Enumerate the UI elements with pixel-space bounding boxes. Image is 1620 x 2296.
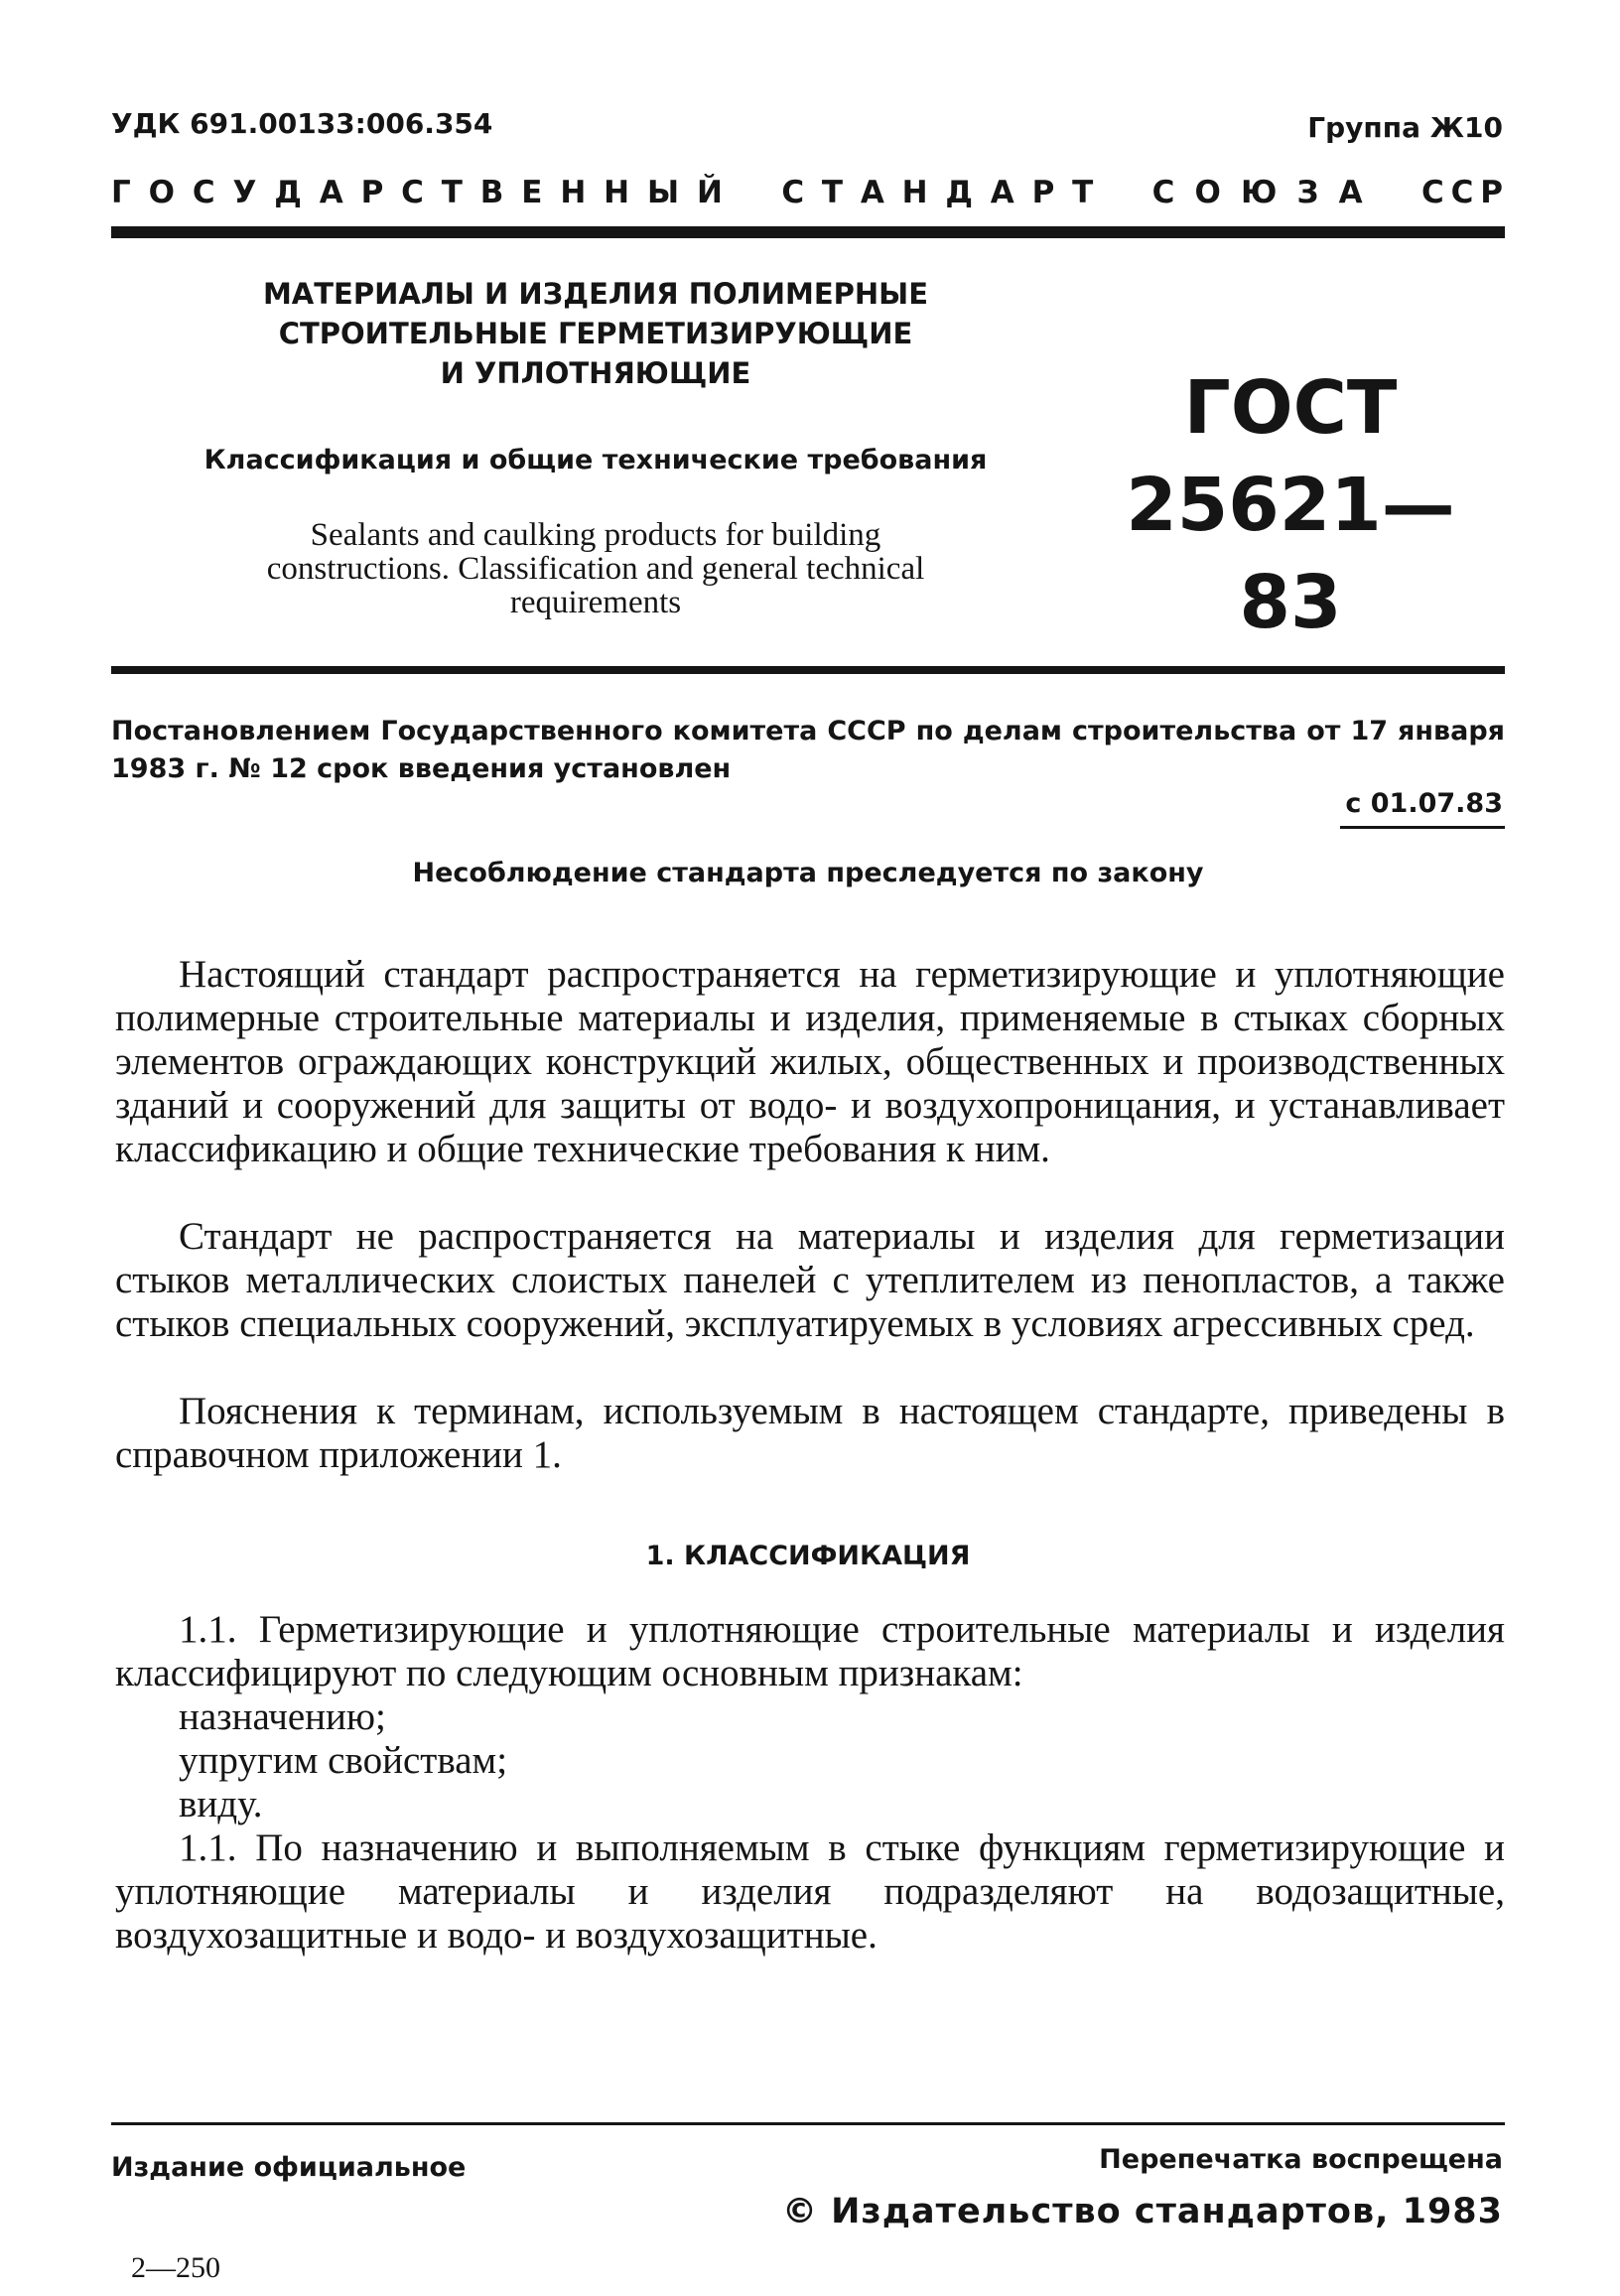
heading-letter: Т	[1072, 175, 1094, 210]
section-heading: 1. КЛАССИФИКАЦИЯ	[645, 1541, 971, 1571]
classification-list-item: упругим свойствам;	[179, 1739, 508, 1782]
state-standard-word-1	[111, 175, 723, 210]
heading-letter: Й	[696, 175, 723, 210]
heading-letter: З	[1296, 175, 1319, 210]
clause-paragraph: 1.1. По назначению и выполняемым в стыке функциям герметизирующие и уплотняющие материалы и изделия подразделяют на водозащитные, воздухозащитные и водо- и воздухозащитные.	[115, 1826, 1505, 1957]
classification-list-item: назначению;	[179, 1695, 386, 1738]
heading-letter: А	[1338, 175, 1363, 210]
heading-letter: С	[781, 175, 805, 210]
heading-letter: Ы	[646, 175, 680, 210]
heading-letter: А	[319, 175, 343, 210]
heading-letter: С	[192, 175, 215, 210]
heading-letter: Н	[901, 175, 928, 210]
heading-letter: Ю	[1241, 175, 1278, 210]
heading-letter: Д	[945, 175, 973, 210]
state-standard-word-4	[1421, 175, 1503, 210]
page-number: 2—250	[131, 2251, 220, 2284]
gost-label: ГОСТ	[1183, 365, 1398, 451]
title-line: СТРОИТЕЛЬНЫЕ ГЕРМЕТИЗИРУЮЩИЕ	[278, 317, 913, 350]
body-paragraph: Стандарт не распространяется на материалы и изделия для герметизации стыков металлических слоистых панелей с утеплителем из пенопластов, а также стыков специальных сооружений, эксплуатируемых в условиях агрессивных сред.	[115, 1215, 1505, 1345]
heading-letter: С	[401, 175, 424, 210]
decree-text: Постановлением Государственного комитета СССР по делам строительства от 17 января 1983 г. № 12 срок введения установлен	[111, 716, 1505, 784]
heading-letter: А	[860, 175, 884, 210]
english-title-line: Sealants and caulking products for building	[310, 517, 881, 553]
group-code: Группа Ж10	[1307, 111, 1503, 144]
top-rule	[111, 226, 1505, 238]
effective-date: с 01.07.83	[1345, 788, 1503, 819]
heading-letter: А	[990, 175, 1014, 210]
body-paragraph: Пояснения к терминам, используемым в настоящем стандарте, приведены в справочном приложении 1.	[115, 1390, 1505, 1476]
gost-designation	[1092, 359, 1489, 651]
state-standard-heading	[111, 175, 1503, 210]
state-standard-word-2	[781, 175, 1093, 210]
heading-letter: Д	[274, 175, 302, 210]
english-title-line: constructions. Classification and general technical	[266, 551, 925, 587]
heading-letter: С	[1450, 175, 1474, 210]
title-line: И УПЛОТНЯЮЩИЕ	[440, 356, 751, 390]
heading-letter: Н	[604, 175, 630, 210]
document-title	[199, 274, 993, 393]
bottom-rule	[111, 2122, 1505, 2125]
heading-letter: Р	[1480, 175, 1503, 210]
document-subtitle: Классификация и общие технические требования	[203, 445, 988, 475]
english-title-line: requirements	[509, 585, 682, 620]
body-paragraph: Настоящий стандарт распространяется на герметизирующие и уплотняющие полимерные строительные материалы и изделия, применяемые в стыках сборных элементов ограждающих конструкций жилых, общественных и производственных зданий и сооружений для защиты от водо- и воздухопроницания, и устанавливает классификацию и общие технические требования к ним.	[115, 953, 1505, 1170]
udk-code: УДК 691.00133:006.354	[111, 107, 493, 140]
heading-letter: Г	[111, 175, 131, 210]
date-underline	[1340, 826, 1505, 829]
heading-letter: О	[1194, 175, 1221, 210]
legal-warning: Несоблюдение стандарта преследуется по закону	[412, 858, 1204, 888]
heading-letter: Т	[821, 175, 844, 210]
reprint-note: Перепечатка воспрещена	[1099, 2144, 1503, 2175]
edition-note: Издание официальное	[111, 2152, 467, 2183]
heading-letter: У	[232, 175, 257, 210]
clause-paragraph: 1.1. Герметизирующие и уплотняющие строительные материалы и изделия классифицируют по следующим основным признакам:	[115, 1608, 1505, 1694]
publisher-copyright: © Издательство стандартов, 1983	[781, 2192, 1503, 2231]
english-title	[149, 518, 1042, 619]
heading-letter: С	[1420, 175, 1444, 210]
heading-letter: Е	[521, 175, 543, 210]
title-line: МАТЕРИАЛЫ И ИЗДЕЛИЯ ПОЛИМЕРНЫЕ	[262, 277, 929, 311]
gost-number: 25621—83	[1126, 463, 1455, 645]
heading-letter: Т	[441, 175, 463, 210]
heading-letter: В	[479, 175, 504, 210]
heading-letter: О	[148, 175, 175, 210]
heading-letter: Н	[560, 175, 587, 210]
heading-letter: С	[1151, 175, 1175, 210]
classification-list-item: виду.	[179, 1783, 263, 1825]
state-standard-word-3	[1152, 175, 1363, 210]
heading-letter: Р	[360, 175, 384, 210]
middle-rule	[111, 666, 1505, 674]
heading-letter: Р	[1031, 175, 1055, 210]
